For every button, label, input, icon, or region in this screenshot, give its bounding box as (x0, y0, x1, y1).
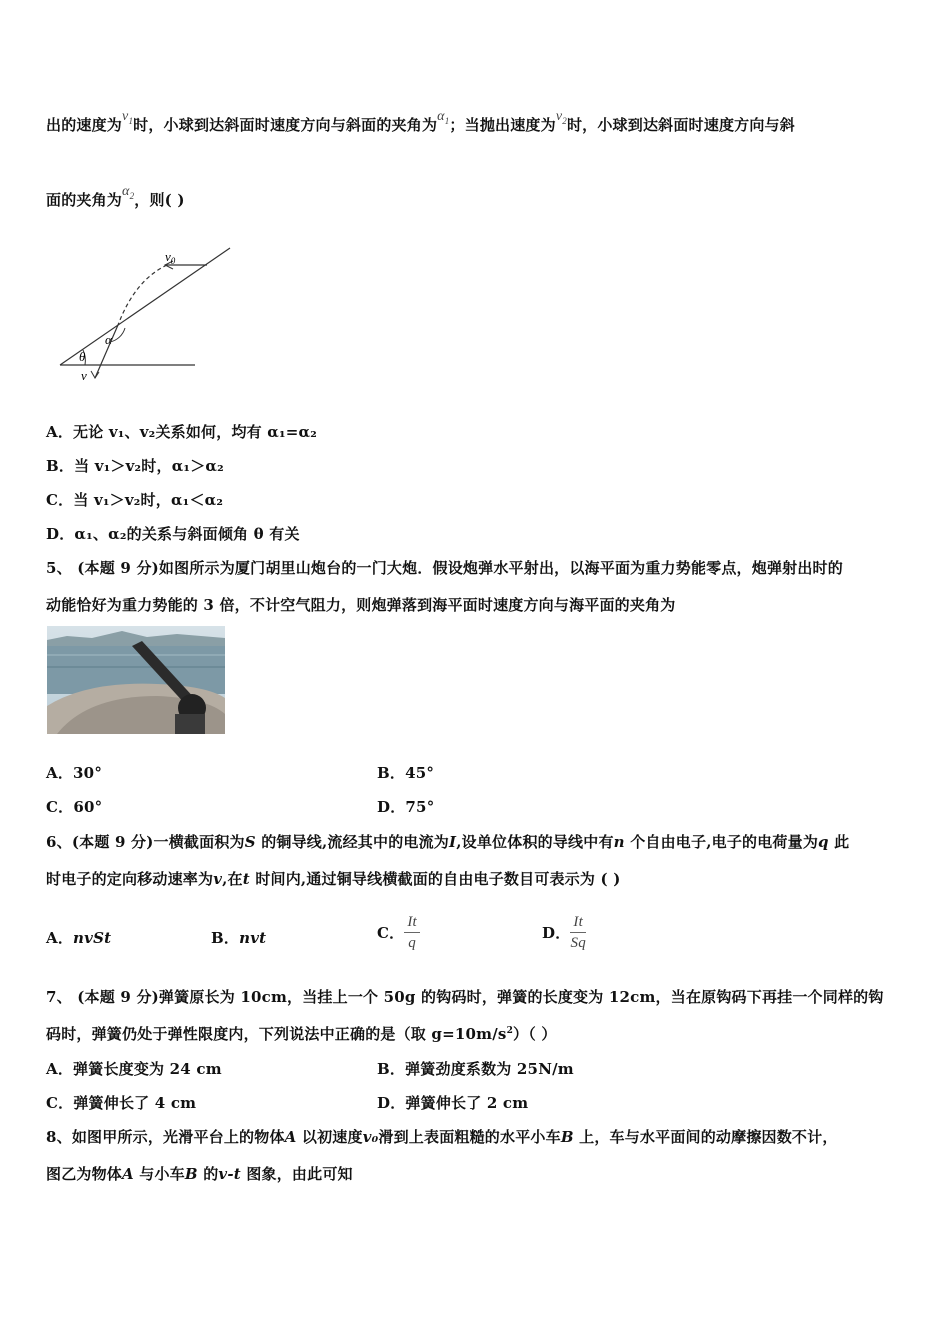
trajectory-dashed (118, 265, 167, 325)
q4-text: ，则( ) (134, 191, 185, 209)
cannon-mount (175, 714, 205, 734)
q8-line2: 图乙为物体A 与小车B 的v-t 图象，由此可知 (46, 1165, 353, 1183)
q6-option-c: C． $\frac{It}{q}$ (377, 903, 420, 963)
theta-label: θ (79, 349, 86, 364)
q4-text: ；当抛出速度为 (449, 116, 556, 134)
q4-option-c: C．当 v₁＞v₂时，α₁＜α₂ (46, 491, 224, 509)
q7-line1: 7、 (本题 9 分)弹簧原长为 10cm，当挂上一个 50g 的钩码时，弹簧的长度变为 12cm，当在原钩码下再挂一个同样的钩 (46, 988, 884, 1006)
q4-text: 时，小球到达斜面时速度方向与斜 (566, 116, 795, 134)
q5-line2: 动能恰好为重力势能的 3 倍，不计空气阻力，则炮弹落到海平面时速度方向与海平面的夹角为 (46, 596, 676, 614)
q7-line2: 码时，弹簧仍处于弹性限度内，下列说法中正确的是（取 $g=10m/s^2$）（ ） (46, 1025, 557, 1043)
v1-symbol: $v_1$ (122, 109, 134, 126)
q4-text: 时，小球到达斜面时速度方向与斜面的夹角为 (133, 116, 438, 134)
q5-option-d: D．75° (377, 798, 435, 816)
sea-ripple (47, 666, 225, 668)
incline-projectile-diagram (55, 240, 240, 385)
q7-option-c: C．弹簧伸长了 4 cm (46, 1094, 197, 1112)
q6-line2: 时电子的定向移动速率为v,在t 时间内,通过铜导线横截面的自由电子数目可表示为 ( ) (46, 870, 621, 888)
cannon-photo (47, 626, 225, 734)
q4-line2 (46, 184, 185, 211)
q7-option-b: B．弹簧劲度系数为 25N/m (377, 1060, 574, 1078)
q6-option-b: B．nvt (211, 929, 267, 947)
alpha-arc (110, 328, 125, 342)
alpha-label: α (105, 332, 112, 347)
q4-option-d: D．α₁、α₂的关系与斜面倾角 θ 有关 (46, 525, 300, 543)
fraction-It-over-q: $\frac{It}{q}$ (404, 912, 420, 953)
v2-symbol: $v_2$ (555, 109, 567, 126)
q4-line1 (46, 109, 795, 136)
q4-option-b: B．当 v₁＞v₂时，α₁＞α₂ (46, 457, 224, 475)
q5-option-c: C．60° (46, 798, 103, 816)
alpha2-symbol: $\alpha_2$ (122, 184, 135, 201)
q5-option-a: A．30° (46, 764, 103, 782)
fraction-It-over-Sq: $\frac{It}{Sq}$ (570, 913, 586, 951)
q6-option-a: A．nvSt (46, 929, 112, 947)
q5-option-b: B．45° (377, 764, 435, 782)
q4-text: 出的速度为 (46, 116, 123, 134)
q5-line1: 5、 (本题 9 分)如图所示为厦门胡里山炮台的一门大炮．假设炮弹水平射出，以海平面为重力势能零点，炮弹射出时的 (46, 559, 843, 577)
q6-option-d: D． $\frac{It}{Sq}$ (542, 913, 586, 951)
q6-line1: 6、(本题 9 分)一横截面积为S 的铜导线,流经其中的电流为I,设单位体积的导线中有n 个自由电子,电子的电荷量为q 此 (46, 833, 850, 851)
alpha1-symbol: $\alpha_1$ (437, 109, 450, 126)
q8-line1: 8、如图甲所示，光滑平台上的物体A 以初速度v₀滑到上表面粗糙的水平小车B 上，车与水平面间的动摩擦因数不计， (46, 1128, 838, 1146)
q4-text: 面的夹角为 (46, 191, 123, 209)
v0-label: $v_0$ (165, 249, 176, 266)
q7-option-a: A．弹簧长度变为 24 cm (46, 1060, 222, 1078)
v-label: v (81, 368, 87, 383)
q7-option-d: D．弹簧伸长了 2 cm (377, 1094, 529, 1112)
q4-option-a: A．无论 v₁、v₂关系如何，均有 α₁=α₂ (46, 423, 318, 441)
sea-ripple (47, 654, 225, 656)
